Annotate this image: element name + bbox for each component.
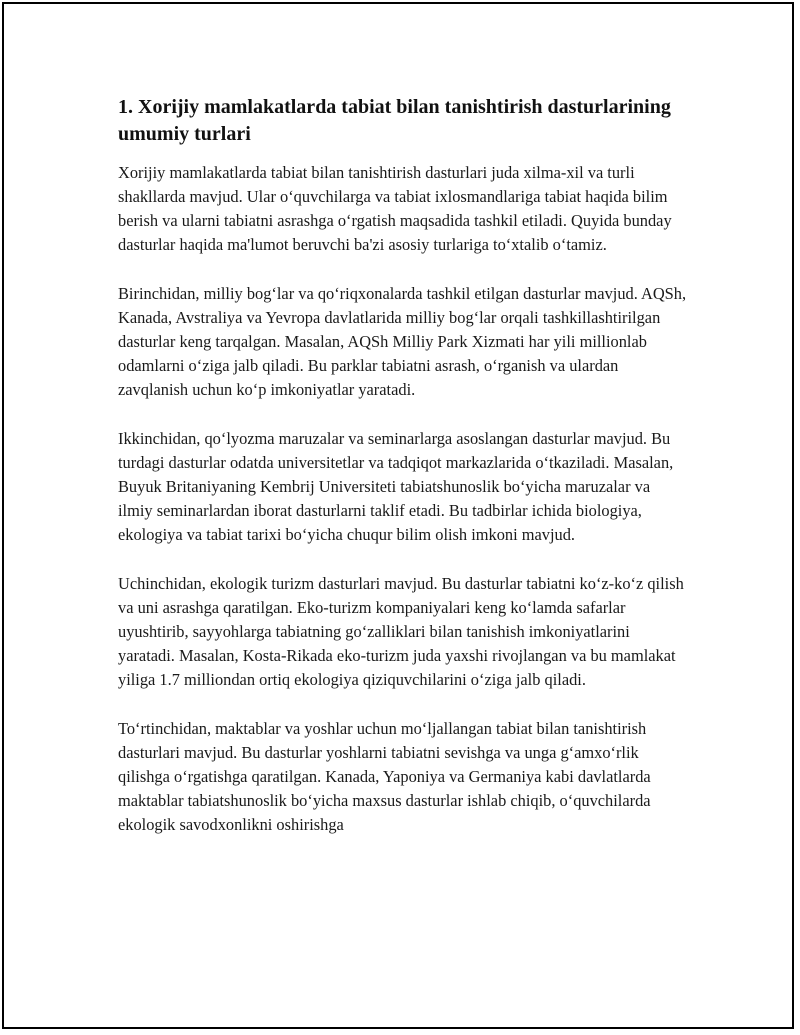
paragraph-first-type: Birinchidan, milliy bog‘lar va qo‘riqxonalarda tashkil etilgan dasturlar mavjud. AQSh, Kanada, Avstraliya va Yevropa davlatlarida milliy bog‘lar orqali tashkillashtirilgan dasturlar keng tarqalgan. Masalan, AQSh Milliy Park Xizmati har yili millionlab odamlarni o‘ziga jalb qiladi. Bu parklar tabiatni asrash, o‘rganish va ulardan zavqlanish uchun ko‘p imkoniyatlar yaratadi.: [118, 284, 687, 399]
paragraph-fourth-type: To‘rtinchidan, maktablar va yoshlar uchun mo‘ljallangan tabiat bilan tanishtirish dasturlari mavjud. Bu dasturlar yoshlarni tabiatni sevishga va unga g‘amxo‘rlik qilishga o‘rgatishga qaratilgan. Kanada, Yaponiya va Germaniya kabi davlatlarda maktablar tabiatshunoslik bo‘yicha maxsus dasturlar ishlab chiqib, o‘quvchilarda ekologik savodxonlikni oshirishga: [118, 719, 651, 834]
section-heading: 1. Xorijiy mamlakatlarda tabiat bilan tanishtirish dasturlarining umumiy turlari: [118, 96, 671, 145]
document-body: [118, 94, 688, 862]
paragraph-second-type: Ikkinchidan, qo‘lyozma maruzalar va seminarlarga asoslangan dasturlar mavjud. Bu turdagi dasturlar odatda universitetlar va tadqiqot markazlarida o‘tkaziladi. Masalan, Buyuk Britaniyaning Kembrij Universiteti tabiatshunoslik bo‘yicha maruzalar va ilmiy seminarlardan iborat dasturlarni taklif etadi. Bu tadbirlar ichida biologiya, ekologiya va tabiat tarixi bo‘yicha chuqur bilim olish imkoni mavjud.: [118, 429, 674, 544]
paragraph-third-type: Uchinchidan, ekologik turizm dasturlari mavjud. Bu dasturlar tabiatni ko‘z-ko‘z qilish va uni asrashga qaratilgan. Eko-turizm kompaniyalari keng ko‘lamda safarlar uyushtirib, sayyohlarga tabiatning go‘zalliklari bilan tanishish imkoniyatlarini yaratadi. Masalan, Kosta-Rikada eko-turizm juda yaxshi rivojlangan va bu mamlakat yiliga 1.7 milliondan ortiq ekologiya qiziquvchilarini o‘ziga jalb qiladi.: [118, 574, 684, 689]
paragraph-intro: Xorijiy mamlakatlarda tabiat bilan tanishtirish dasturlari juda xilma-xil va turli shakllarda mavjud. Ular o‘quvchilarga va tabiat ixlosmandlariga tabiat haqida bilim berish va ularni tabiatni asrashga o‘rgatish maqsadida tashkil etiladi. Quyida bunday dasturlar haqida ma'lumot beruvchi ba'zi asosiy turlariga to‘xtalib o‘tamiz.: [118, 163, 672, 254]
